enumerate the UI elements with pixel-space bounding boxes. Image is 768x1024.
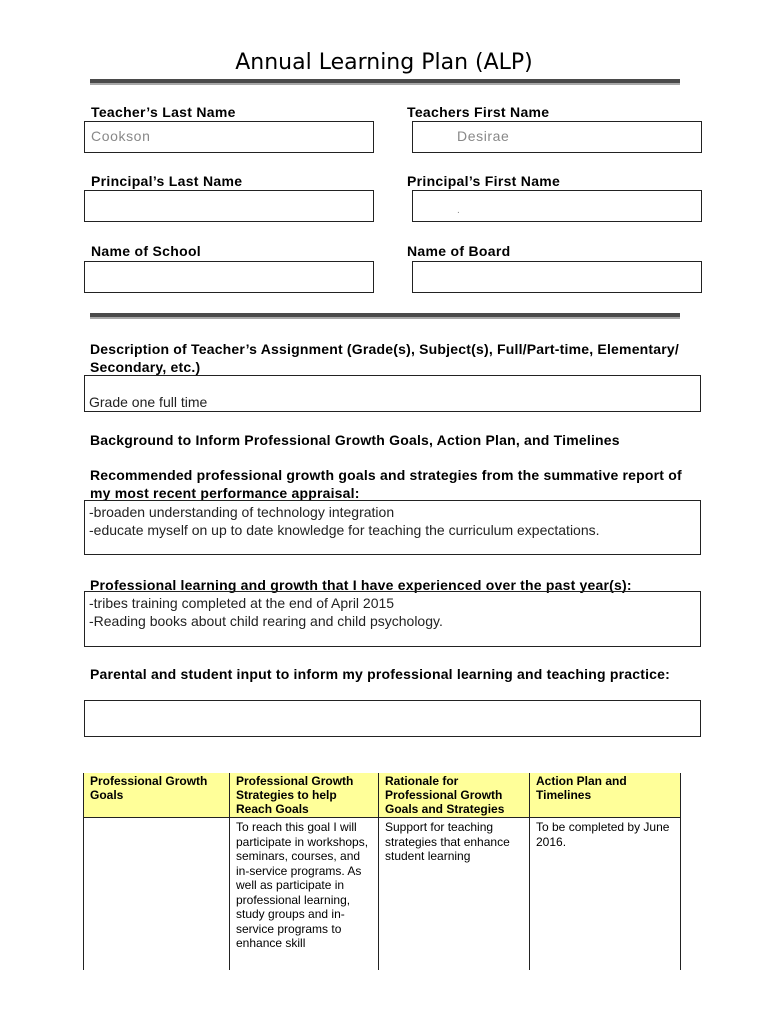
growth-plan-table (83, 773, 681, 970)
teacher-first-name-field[interactable]: Desirae (412, 121, 702, 153)
experienced-learning-label: Professional learning and growth that I have experienced over the past year(s): (90, 577, 632, 593)
recommended-goals-label: Recommended professional growth goals and strategies from the summative report of my most recent performance appraisal: (90, 467, 682, 501)
teacher-last-name-label: Teacher’s Last Name (91, 104, 236, 120)
header-divider (90, 79, 680, 85)
cell-growth-goals[interactable] (84, 818, 230, 971)
header-growth-strategies: Professional Growth Strategies to help Reach Goals (230, 773, 379, 818)
header-growth-goals: Professional Growth Goals (84, 773, 230, 818)
school-name-field[interactable] (84, 261, 374, 293)
school-name-label: Name of School (91, 243, 201, 259)
experienced-learning-field[interactable] (84, 591, 701, 647)
cell-growth-strategies[interactable]: To reach this goal I will participate in workshops, seminars, courses, and in-service programs. As well as participate in professional learning, study groups and in-service programs to enhance skill (230, 818, 379, 971)
section-divider (90, 313, 680, 319)
background-heading: Background to Inform Professional Growth Goals, Action Plan, and Timelines (90, 432, 620, 448)
board-name-label: Name of Board (407, 243, 511, 259)
header-rationale: Rationale for Professional Growth Goals and Strategies (379, 773, 530, 818)
principal-first-name-field[interactable]: . (412, 190, 702, 222)
teacher-last-name-field[interactable]: Cookson (84, 121, 374, 153)
assignment-description-label: Description of Teacher’s Assignment (Grade(s), Subject(s), Full/Part-time, Elementary/ Secondary, etc.) (90, 341, 679, 375)
assignment-description-field[interactable]: Grade one full time (84, 375, 701, 412)
principal-last-name-field[interactable] (84, 190, 374, 222)
recommended-goals-field[interactable] (84, 500, 701, 555)
principal-first-name-label: Principal’s First Name (407, 173, 561, 189)
experienced-learning-line: -tribes training completed at the end of April 2015 (89, 595, 395, 611)
cell-rationale[interactable]: Support for teaching strategies that enhance student learning (379, 818, 530, 971)
header-action-plan: Action Plan and Timelines (530, 773, 681, 818)
experienced-learning-line: -Reading books about child rearing and child psychology. (89, 613, 443, 629)
board-name-field[interactable] (412, 261, 702, 293)
parental-input-field[interactable] (84, 700, 701, 737)
parental-input-label: Parental and student input to inform my professional learning and teaching practice: (90, 666, 670, 682)
document-title: Annual Learning Plan (ALP) (235, 50, 533, 75)
recommended-goal-line: -educate myself on up to date knowledge for teaching the curriculum expectations. (89, 522, 600, 538)
principal-last-name-label: Principal’s Last Name (91, 173, 243, 189)
teacher-first-name-label: Teachers First Name (407, 104, 550, 120)
cell-action-plan[interactable]: To be completed by June 2016. (530, 818, 681, 971)
recommended-goal-line: -broaden understanding of technology integration (89, 504, 395, 520)
table-row (84, 818, 681, 971)
table-header-row (84, 773, 681, 818)
